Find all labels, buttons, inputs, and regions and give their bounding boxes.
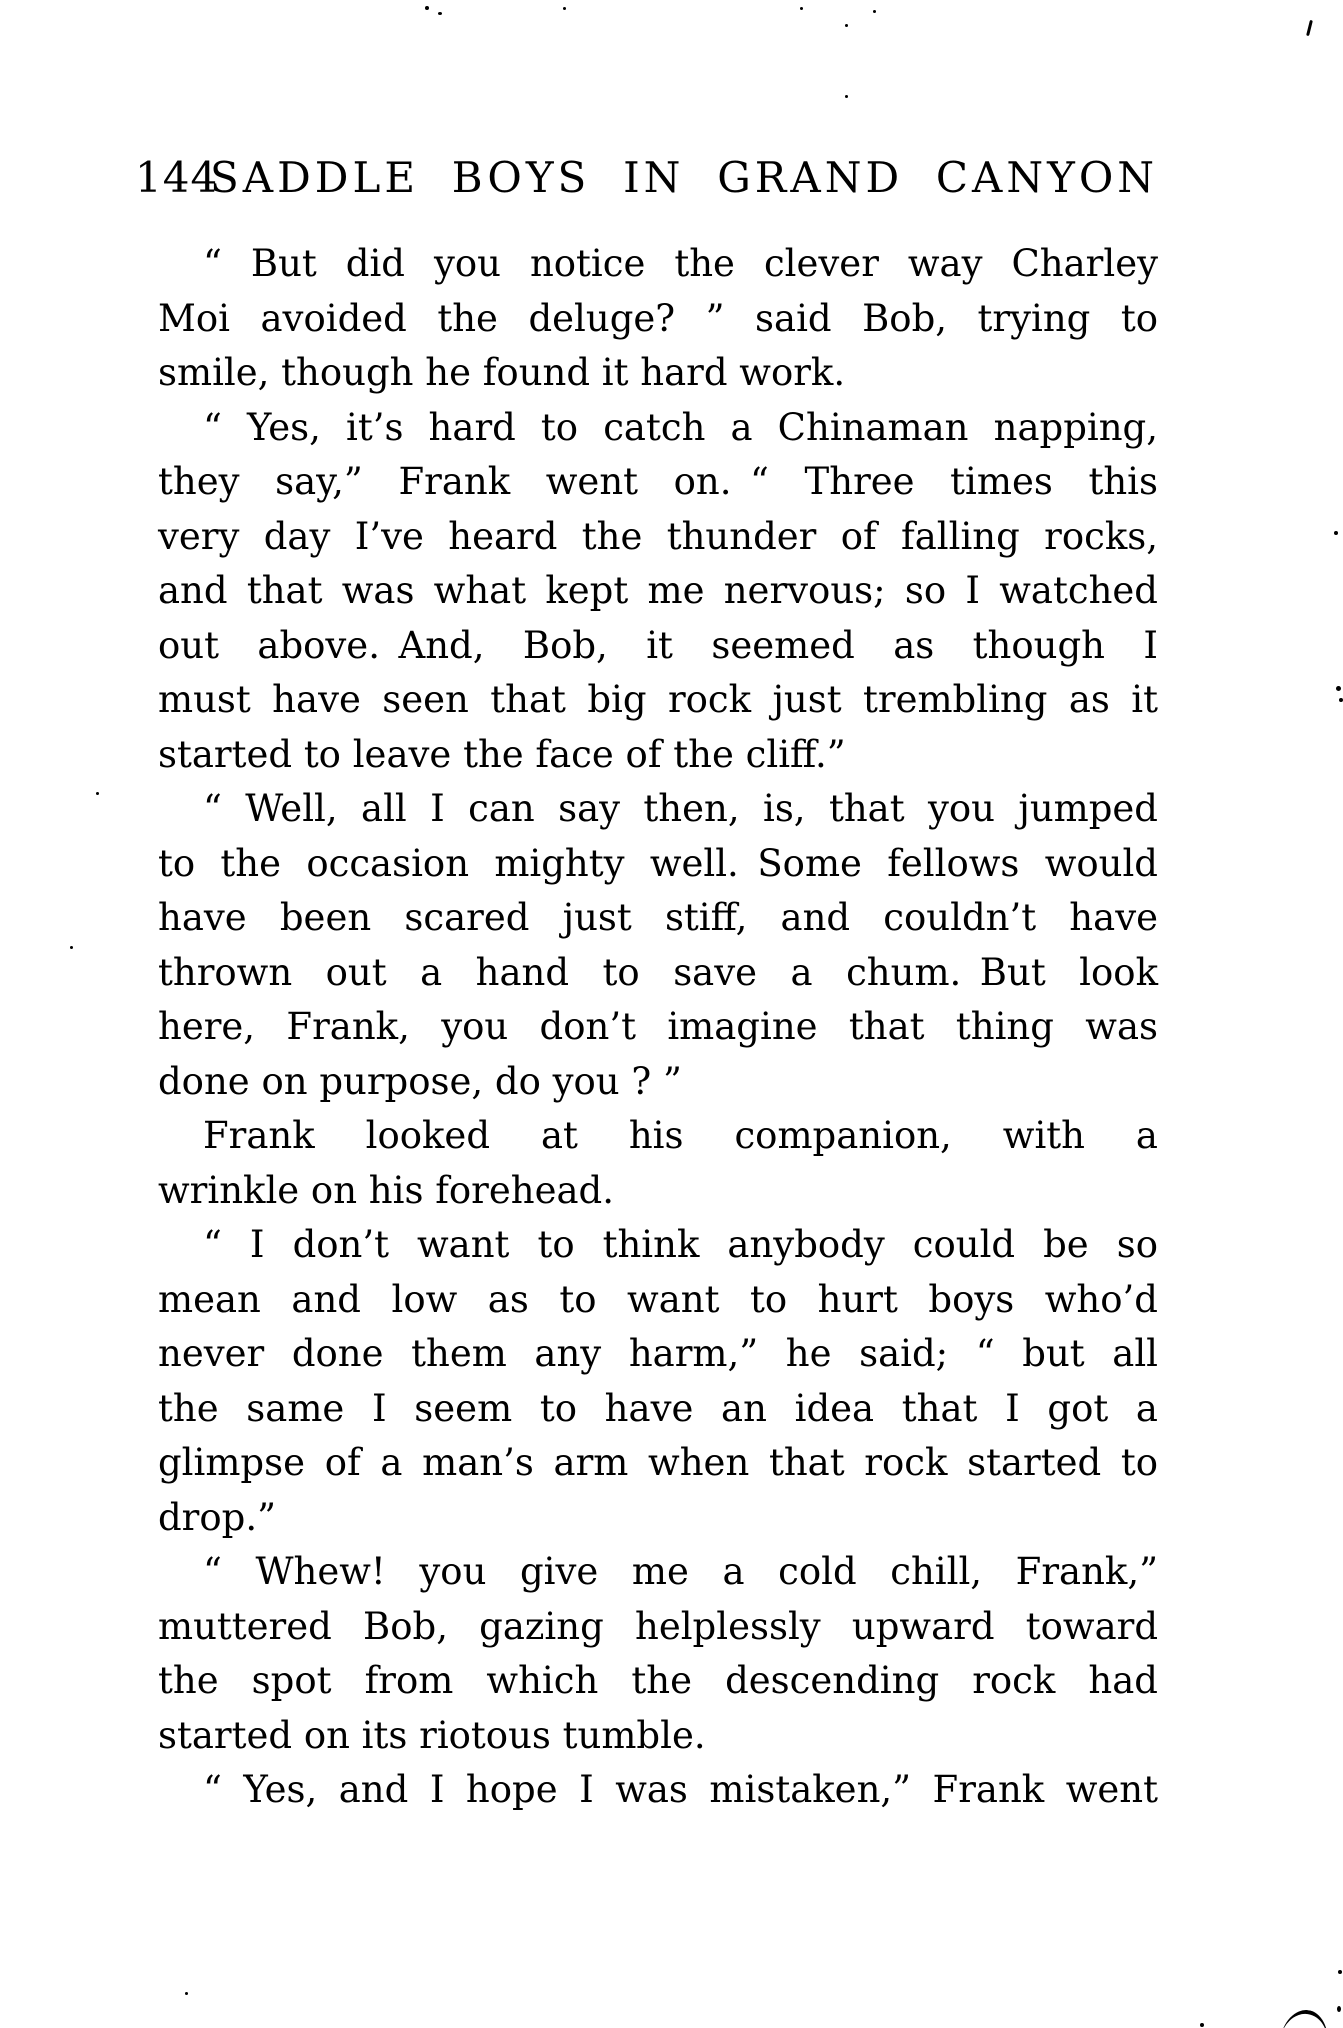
- text-line: muttered Bob, gazing helplessly upward toward: [158, 1604, 1158, 1648]
- text-line: “ But did you notice the clever way Charley: [203, 242, 1158, 285]
- scan-speck: [185, 1992, 188, 1995]
- text-line: out above. And, Bob, it seemed as though I: [158, 623, 1158, 667]
- text-line: “ Yes, it’s hard to catch a Chinaman napping,: [203, 405, 1158, 449]
- page-number: 144: [135, 153, 219, 202]
- text-block: [158, 237, 1158, 1818]
- text-line: glimpse of a man’s arm when that rock started to: [158, 1441, 1158, 1484]
- scan-speck: [1336, 686, 1341, 691]
- scan-slash-mark: [1306, 20, 1313, 36]
- text-line: done on purpose, do you ? ”: [158, 1059, 682, 1103]
- text-line: the spot from which the descending rock had: [158, 1659, 1158, 1702]
- text-line: must have seen that big rock just trembling as it: [158, 678, 1158, 721]
- text-line: have been scared just stiff, and couldn’t have: [158, 896, 1158, 939]
- scan-speck: [438, 12, 442, 15]
- text-line: to the occasion mighty well. Some fellows would: [158, 841, 1158, 885]
- text-line: started on its riotous tumble.: [158, 1713, 706, 1757]
- scan-speck: [845, 24, 848, 27]
- scan-speck: [70, 946, 73, 949]
- scan-speck: [1200, 2023, 1204, 2027]
- text-line: thrown out a hand to save a chum. But look: [158, 950, 1158, 994]
- scan-speck: [1338, 1970, 1342, 1974]
- scan-speck: [1334, 531, 1338, 535]
- text-line: the same I seem to have an idea that I got a: [158, 1386, 1158, 1430]
- text-line: Moi avoided the deluge? ” said Bob, trying to: [158, 296, 1158, 340]
- scan-speck: [845, 95, 848, 98]
- scan-corner-arc: [1280, 2007, 1332, 2028]
- scan-speck: [800, 7, 803, 10]
- text-line: smile, though he found it hard work.: [158, 351, 846, 394]
- scan-speck: [563, 7, 566, 10]
- scan-speck: [1339, 698, 1343, 702]
- text-line: “ I don’t want to think anybody could be so: [203, 1223, 1158, 1266]
- text-line: “ Whew! you give me a cold chill, Frank,”: [203, 1550, 1158, 1593]
- text-line: very day I’ve heard the thunder of falling rocks,: [158, 514, 1158, 558]
- text-line: started to leave the face of the cliff.”: [158, 732, 846, 776]
- text-line: “ Yes, and I hope I was mistaken,” Frank went: [203, 1768, 1158, 1811]
- running-title: SADDLE BOYS IN GRAND CANYON: [210, 153, 1158, 202]
- text-line: they say,” Frank went on. “ Three times this: [158, 460, 1158, 503]
- scan-speck: [1337, 2006, 1341, 2012]
- scan-speck: [873, 10, 876, 13]
- text-line: never done them any harm,” he said; “ but all: [158, 1332, 1158, 1375]
- text-line: wrinkle on his forehead.: [158, 1168, 614, 1212]
- scan-speck: [96, 792, 99, 795]
- text-line: “ Well, all I can say then, is, that you jumped: [203, 787, 1158, 830]
- page-header: [0, 153, 1343, 203]
- scan-speck: [425, 6, 429, 10]
- text-line: mean and low as to want to hurt boys who’d: [158, 1277, 1158, 1321]
- text-line: and that was what kept me nervous; so I watched: [158, 569, 1158, 612]
- text-line: here, Frank, you don’t imagine that thing was: [158, 1005, 1158, 1048]
- text-line: drop.”: [158, 1495, 277, 1539]
- text-line: Frank looked at his companion, with a: [203, 1114, 1158, 1157]
